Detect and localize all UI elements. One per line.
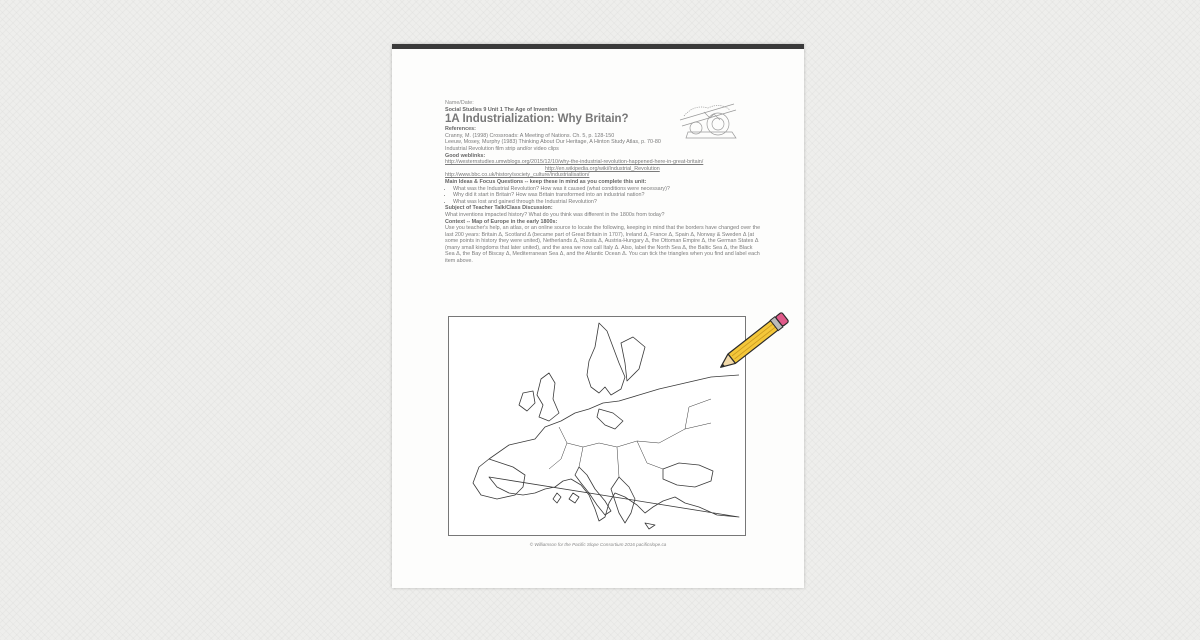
- discussion-text: What inventions impacted history? What do you think was different in the 1800s from today?: [445, 211, 665, 218]
- weblink[interactable]: http://en.wikipedia.org/wiki/Industrial_Revolution: [545, 165, 660, 172]
- main-ideas-heading: Main Ideas & Focus Questions -- keep these in mind as you complete this unit:: [445, 178, 647, 185]
- worksheet-text: [445, 100, 763, 265]
- references-heading: References:: [445, 126, 476, 133]
- discussion-heading: Subject of Teacher Talk/Class Discussion:: [445, 205, 553, 212]
- context-heading: Context -- Map of Europe in the early 1800s:: [445, 218, 558, 225]
- focus-question: • What was lost and gained through the Industrial Revolution?: [453, 199, 763, 206]
- focus-questions-list: [445, 186, 763, 206]
- weblink[interactable]: http://www.bbc.co.uk/history/society_culture/industrialisation/: [445, 172, 590, 179]
- context-text: Use you teacher's help, an atlas, or an online source to locate the following, keeping in mind that the borders have changed over the last 200 years: Britain Δ, Scotland Δ (became part of Great Britain in 1707), Ireland Δ, France Δ, Spain Δ, Norway & Sweden Δ (at some points in history they were united), Netherlands Δ, Russia Δ, Austria-Hungary Δ, the Ottoman Empire Δ, the German States Δ (many small kingdoms that later united), and the area we now call Italy Δ. Also, label the North Sea Δ, the Baltic Sea Δ, the Black Sea Δ, the Bay of Biscay Δ, Mediterranean Sea Δ, and the Atlantic Ocean Δ. You can tick the triangles when you find and label each item above.: [445, 225, 761, 265]
- reference-item: Industrial Revolution film strip and/or video clips: [445, 145, 559, 152]
- copyright-footer: © Williamson for the Pacific Slope Consortium 2016 pacificslope.ca: [529, 541, 667, 547]
- weblink[interactable]: http://westernstudies.umwblogs.org/2015/12/10/why-the-industrial-revolution-happened-here-in-great-britain/: [445, 159, 704, 166]
- weblinks-heading: Good weblinks:: [445, 152, 486, 159]
- reference-item: Leeuw, Mosey, Murphy (1983) Thinking About Our Heritage, A Hinton Study Atlas, p. 70-80: [445, 139, 661, 146]
- reference-item: Cranny, M. (1998) Crossroads: A Meeting of Nations. Ch. 5, p. 128-150: [445, 132, 615, 139]
- focus-question: • Why did it start in Britain? How was Britain transformed into an industrial nation?: [453, 192, 763, 199]
- europe-outline-map: [449, 317, 745, 535]
- focus-question: • What was the Industrial Revolution? How was it caused (what conditions were necessary)?: [453, 186, 763, 193]
- name-date-line: Name/Date:: [445, 100, 474, 106]
- europe-map-frame: [448, 316, 746, 536]
- course-line: Social Studies 9 Unit 1 The Age of Invention: [445, 106, 558, 113]
- pencil-icon: [712, 304, 802, 384]
- worksheet-title: 1A Industrialization: Why Britain?: [445, 113, 629, 126]
- worksheet-page: [392, 44, 804, 588]
- page-top-edge: [392, 44, 804, 49]
